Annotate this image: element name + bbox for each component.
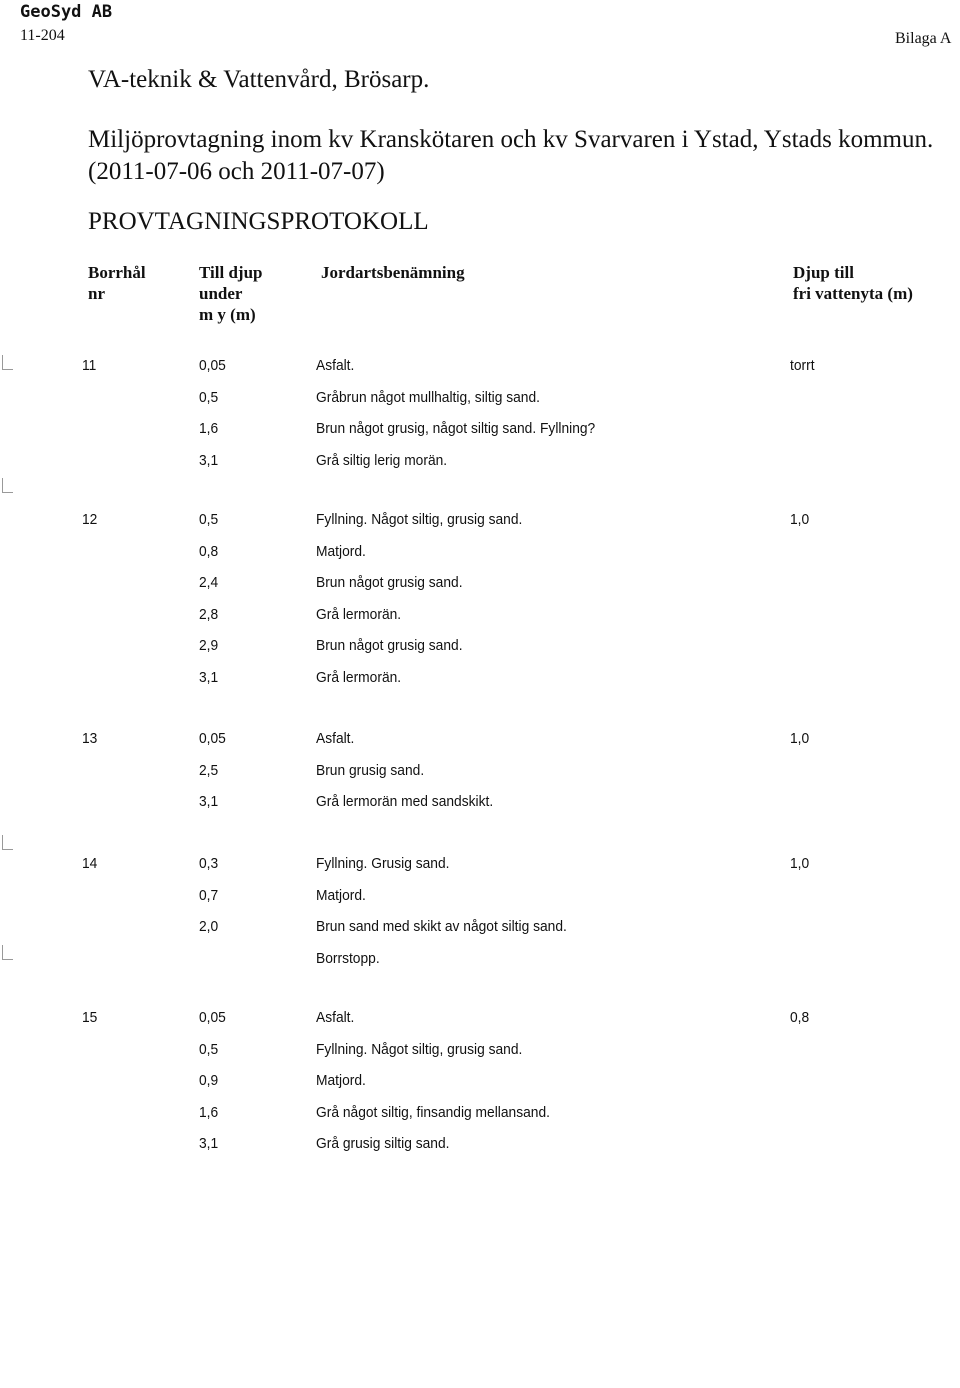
column-header-soil: Jordartsbenämning — [321, 263, 465, 282]
scan-margin-mark — [2, 835, 13, 850]
layer-depth: 3,1 — [199, 1135, 219, 1152]
scan-margin-mark — [2, 478, 13, 493]
borehole-number: 13 — [82, 730, 98, 747]
layer-depth: 0,5 — [199, 388, 219, 406]
scan-margin-mark — [2, 945, 13, 960]
layer-depth: 3,1 — [199, 451, 219, 469]
borehole-number: 11 — [82, 357, 97, 374]
layer-soil-description: Fyllning. Något siltig, grusig sand. — [316, 1040, 523, 1058]
layer-depth: 1,6 — [199, 1103, 219, 1121]
scan-margin-mark — [2, 355, 13, 370]
layer-soil-description: Borrstopp. — [316, 949, 380, 967]
layer-soil-description: Brun något grusig, något siltig sand. Fyllning? — [316, 420, 596, 437]
dates-line: (2011-07-06 och 2011-07-07) — [88, 158, 385, 185]
layer-soil-description: Asfalt. — [316, 730, 355, 747]
water-level-value: 1,0 — [790, 855, 810, 872]
layer-depth: 0,8 — [199, 542, 219, 560]
layer-soil-description: Matjord. — [316, 1072, 366, 1089]
layer-soil-description: Asfalt. — [316, 1009, 355, 1026]
layer-depth: 0,9 — [199, 1072, 219, 1089]
subject-line: Miljöprovtagning inom kv Kranskötaren och kv Svarvaren i Ystad, Ystads kommun. — [88, 126, 934, 153]
layer-soil-description: Brun sand med skikt av något siltig sand. — [316, 918, 567, 935]
protocol-title: PROVTAGNINGSPROTOKOLL — [88, 208, 429, 235]
water-level-value: 1,0 — [790, 730, 810, 747]
layer-soil-description: Brun grusig sand. — [316, 761, 425, 779]
layer-soil-description: Brun något grusig sand. — [316, 574, 463, 591]
layer-depth: 3,1 — [199, 793, 219, 810]
layer-depth: 2,9 — [199, 637, 219, 654]
layer-soil-description: Grå lermorän. — [316, 605, 402, 623]
layer-depth: 3,1 — [199, 668, 219, 686]
layer-soil-description: Fyllning. Grusig sand. — [316, 855, 450, 872]
document-number: 11-204 — [20, 27, 65, 44]
company-logo: GeoSyd AB — [20, 2, 113, 22]
client-line: VA-teknik & Vattenvård, Brösarp. — [88, 66, 430, 93]
column-header-depth: Till djup under m y (m) — [199, 263, 263, 324]
layer-depth: 0,5 — [199, 511, 219, 528]
layer-depth: 2,5 — [199, 761, 219, 779]
column-header-water-level: Djup till fri vattenyta (m) — [793, 263, 913, 303]
layer-depth: 2,8 — [199, 605, 219, 623]
layer-soil-description: Grå grusig siltig sand. — [316, 1135, 450, 1152]
water-level-value: 0,8 — [790, 1009, 810, 1026]
appendix-label: Bilaga A — [895, 30, 952, 47]
water-level-value: torrt — [790, 357, 815, 374]
layer-soil-description: Brun något grusig sand. — [316, 637, 463, 654]
water-level-value: 1,0 — [790, 511, 810, 528]
layer-soil-description: Grå siltig lerig morän. — [316, 451, 448, 469]
layer-soil-description: Matjord. — [316, 542, 366, 560]
layer-depth: 0,05 — [199, 730, 226, 747]
column-header-borehole: Borrhål nr — [88, 263, 146, 303]
layer-soil-description: Gråbrun något mullhaltig, siltig sand. — [316, 388, 540, 406]
layer-depth: 2,0 — [199, 918, 219, 935]
layer-soil-description: Matjord. — [316, 886, 366, 904]
borehole-number: 12 — [82, 511, 98, 528]
layer-soil-description: Asfalt. — [316, 357, 355, 374]
layer-depth: 0,3 — [199, 855, 219, 872]
layer-depth: 1,6 — [199, 420, 219, 437]
borehole-number: 15 — [82, 1009, 98, 1026]
layer-depth: 0,7 — [199, 886, 219, 904]
layer-depth: 0,05 — [199, 1009, 226, 1026]
layer-soil-description: Grå lermorän. — [316, 668, 402, 686]
layer-depth: 0,05 — [199, 357, 226, 374]
layer-depth: 0,5 — [199, 1040, 219, 1058]
layer-soil-description: Grå lermorän med sandskikt. — [316, 793, 494, 810]
borehole-number: 14 — [82, 855, 98, 872]
layer-soil-description: Grå något siltig, finsandig mellansand. — [316, 1103, 550, 1121]
layer-soil-description: Fyllning. Något siltig, grusig sand. — [316, 511, 523, 528]
layer-depth: 2,4 — [199, 574, 219, 591]
